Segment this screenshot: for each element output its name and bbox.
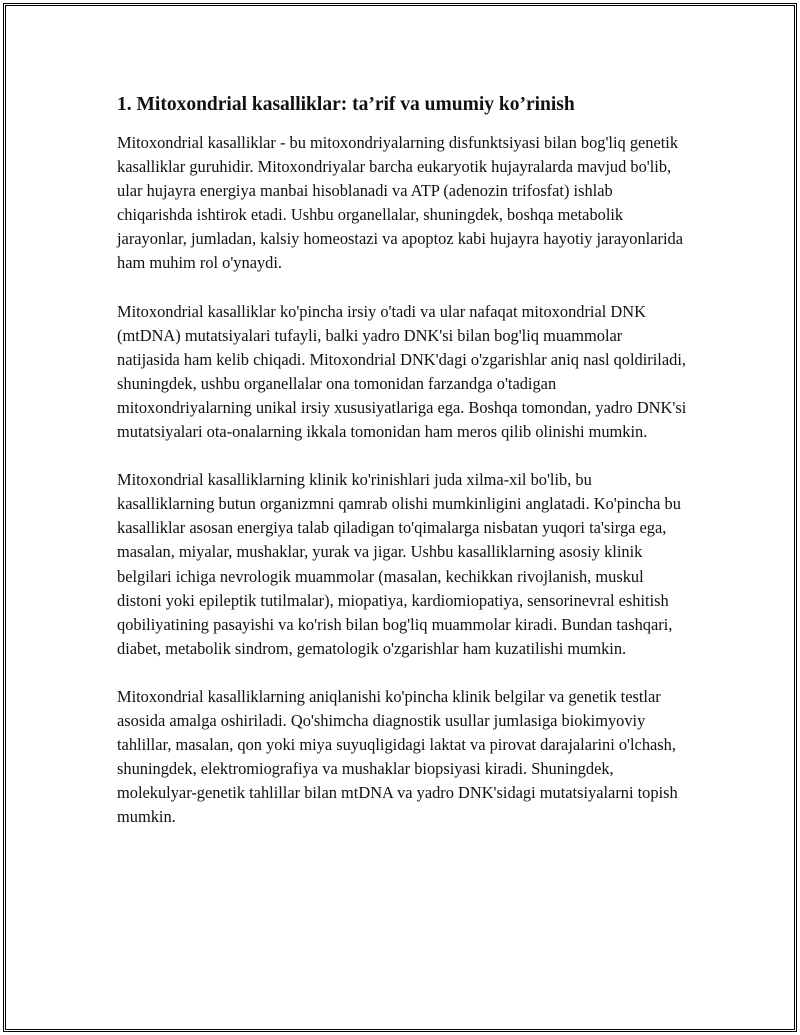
section-heading: 1. Mitoxondrial kasalliklar: ta’rif va umumiy ko’rinish [117, 94, 575, 115]
paragraph-clinical-manifestations: Mitoxondrial kasalliklarning klinik ko'rinishlari juda xilma-xil bo'lib, bu kasalliklarning butun organizmni qamrab olishi mumkinligini anglatadi. Ko'pincha bu kasalliklar asosan energiya talab qiladigan to'qimalarga nisbatan yuqori ta'sirga ega, masalan, miyalar, mushaklar, yurak va jigar. Ushbu kasalliklarning asosiy klinik belgilari ichiga nevrologik muammolar (masalan, kechikkan rivojlanish, muskul distoni yoki epileptik tutilmalar), miopatiya, kardiomiopatiya, sensorinevral eshitish qobiliyatining pasayishi va ko'rish bilan bog'liq muammolar kiradi. Bundan tashqari, diabet, metabolik sindrom, gematologik o'zgarishlar ham kuzatilishi mumkin. [117, 470, 681, 658]
paragraph-diagnosis: Mitoxondrial kasalliklarning aniqlanishi ko'pincha klinik belgilar va genetik testlar asosida amalga oshiriladi. Qo'shimcha diagnostik usullar jumlasiga biokimyoviy tahlillar, masalan, qon yoki miya suyuqligidagi laktat va pirovat darajalarini o'lchash, shuningdek, elektromiografiya va mushaklar biopsiyasi kiradi. Shuningdek, molekulyar-genetik tahlillar bilan mtDNA va yadro DNK'sidagi mutatsiyalarni topish mumkin. [117, 686, 678, 827]
paragraph-definition: Mitoxondrial kasalliklar - bu mitoxondriyalarning disfunktsiyasi bilan bog'liq genetik kasalliklar guruhidir. Mitoxondriyalar barcha eukaryotik hujayralarda mavjud bo'lib, ular hujayra energiya manbai hisoblanadi va ATP (adenozin trifosfat) ishlab chiqarishda ishtirok etadi. Ushbu organellalar, shuningdek, boshqa metabolik jarayonlar, jumladan, kalsiy homeostazi va apoptoz kabi hujayra hayotiy jarayonlarida ham muhim rol o'ynaydi. [117, 133, 683, 273]
paragraph-inheritance: Mitoxondrial kasalliklar ko'pincha irsiy o'tadi va ular nafaqat mitoxondrial DNK (mtDNA) mutatsiyalari tufayli, balki yadro DNK'si bilan bog'liq muammolar natijasida ham kelib chiqadi. Mitoxondrial DNK'dagi o'zgarishlar aniq nasl qoldiriladi, shuningdek, ushbu organellalar ona tomonidan farzandga o'tadigan mitoxondriyalarning unikal irsiy xususiyatlariga ega. Boshqa tomondan, yadro DNK'si mutatsiyalari ota-onalarning ikkala tomonidan ham meros qilib olinishi mumkin. [117, 301, 687, 442]
document-body [117, 92, 687, 853]
